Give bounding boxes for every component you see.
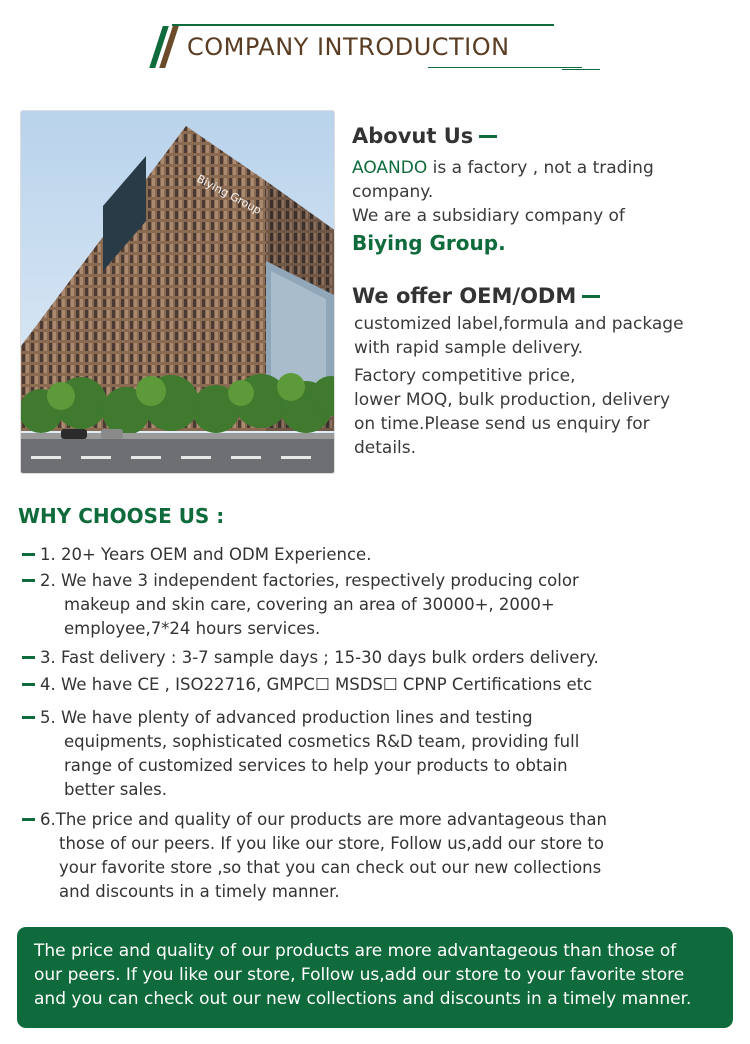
why-item-4-line-1: 4. We have CE , ISO22716, GMPC☐ MSDS☐ CPNP Certifications etc — [40, 675, 593, 694]
why-item-6-line-2: those of our peers. If you like our store, Follow us,add our store to — [59, 834, 604, 853]
bullet-dash-icon — [22, 818, 35, 821]
why-item-5-line-2: equipments, sophisticated cosmetics R&D team, providing full — [64, 732, 580, 751]
offer-p1-line-2: with rapid sample delivery. — [354, 338, 584, 358]
about-us-heading — [352, 124, 732, 148]
why-item-3 — [22, 646, 742, 670]
about-us-heading-text: Abovut Us — [352, 124, 474, 148]
bullet-dash-icon — [22, 716, 35, 719]
about-line-1 — [352, 156, 732, 180]
why-item-2-line-1: 2. We have 3 independent factories, respectively producing color — [40, 571, 579, 590]
offer-p1-line-1: customized label,formula and package — [354, 314, 684, 334]
header-top-rule — [172, 24, 554, 26]
why-choose-heading: WHY CHOOSE US : — [18, 504, 225, 528]
page-title: COMPANY INTRODUCTION — [187, 33, 510, 61]
bullet-dash-icon — [22, 656, 35, 659]
building-illustration — [21, 111, 335, 474]
bullet-dash-icon — [22, 683, 35, 686]
banner-line-2: our peers. If you like our store, Follow us,add our store to your favorite store — [34, 965, 685, 985]
about-line-1-rest: is a factory , not a trading — [427, 158, 654, 178]
brand-name: AOANDO — [352, 158, 428, 178]
why-item-1 — [22, 543, 742, 567]
company-building-photo — [20, 110, 335, 474]
about-line-2: company. — [352, 182, 434, 202]
why-item-3-line-1: 3. Fast delivery : 3-7 sample days ; 15-30 days bulk orders delivery. — [40, 648, 599, 667]
offer-heading-text: We offer OEM/ODM — [352, 284, 577, 308]
offer-p2-line-4: details. — [354, 438, 417, 458]
bullet-dash-icon — [22, 579, 35, 582]
why-item-2-line-2: makeup and skin care, covering an area of 30000+, 2000+ — [64, 595, 555, 614]
banner-line-3: and you can check out our new collections and discounts in a timely manner. — [34, 989, 692, 1009]
why-item-6-line-4: and discounts in a timely manner. — [59, 882, 340, 901]
offer-section — [352, 284, 742, 460]
why-item-5-line-4: better sales. — [64, 780, 168, 799]
header-bottom-rule-short — [562, 69, 600, 70]
header-bottom-rule — [428, 67, 582, 68]
offer-heading — [352, 284, 742, 308]
why-item-1-line-1: 1. 20+ Years OEM and ODM Experience. — [40, 545, 372, 564]
heading-dash-icon — [582, 295, 600, 298]
about-line-3: We are a subsidiary company of — [352, 206, 625, 226]
why-item-4 — [22, 673, 742, 697]
why-item-5-line-1: 5. We have plenty of advanced production lines and testing — [40, 708, 533, 727]
offer-p2-line-3: on time.Please send us enquiry for — [354, 414, 650, 434]
group-name: Biying Group. — [352, 231, 506, 255]
bullet-dash-icon — [22, 553, 35, 556]
about-us-section — [352, 124, 732, 258]
offer-p2-line-2: lower MOQ, bulk production, delivery — [354, 390, 671, 410]
why-item-2-line-3: employee,7*24 hours services. — [64, 619, 321, 638]
why-item-5-line-3: range of customized services to help your products to obtain — [64, 756, 568, 775]
why-item-6-line-1: 6.The price and quality of our products are more advantageous than — [40, 810, 607, 829]
footer-banner — [17, 927, 733, 1028]
offer-p2-line-1: Factory competitive price, — [354, 366, 576, 386]
why-item-5 — [22, 706, 742, 802]
building-sign: Biying Group — [194, 172, 264, 218]
why-item-2 — [22, 569, 742, 641]
section-header — [0, 0, 750, 80]
heading-dash-icon — [479, 135, 497, 138]
why-item-6-line-3: your favorite store ,so that you can check out our new collections — [59, 858, 602, 877]
banner-line-1: The price and quality of our products are more advantageous than those of — [34, 941, 677, 961]
why-item-6 — [22, 808, 742, 904]
